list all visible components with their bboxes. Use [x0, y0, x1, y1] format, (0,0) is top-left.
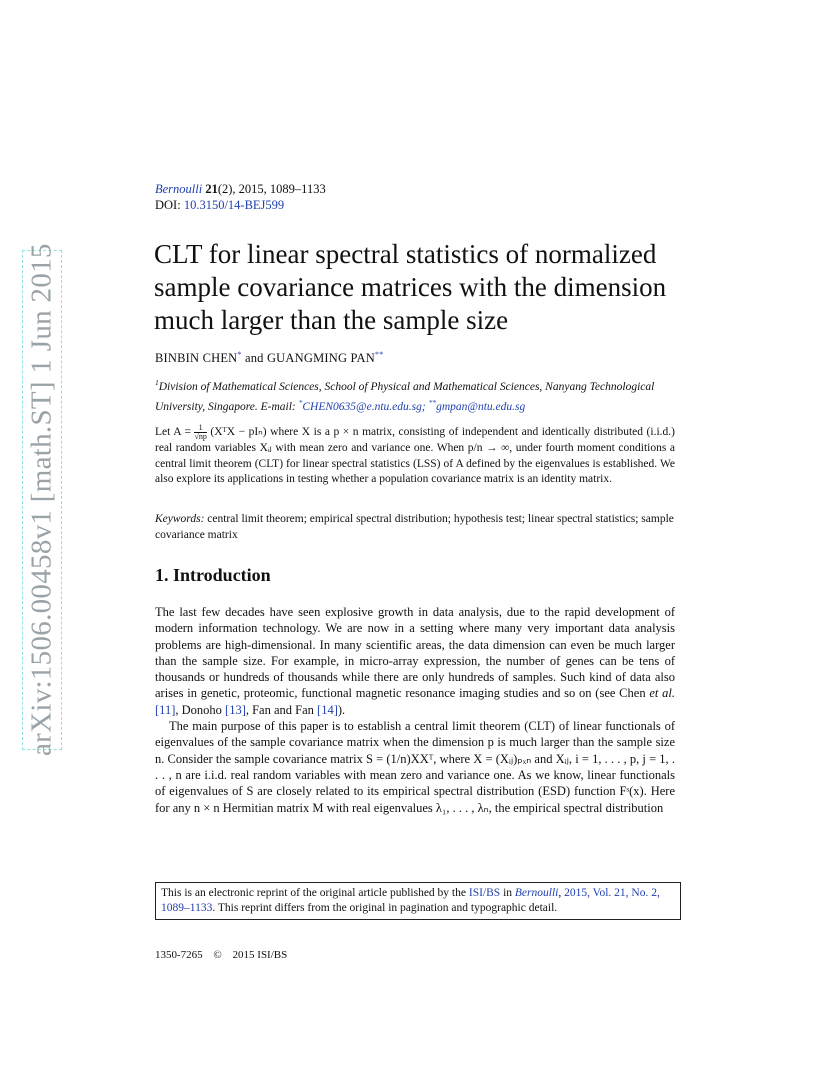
- donoho-text: , Donoho: [175, 702, 226, 717]
- fan-text: , Fan and Fan: [245, 702, 318, 717]
- section-heading: [155, 565, 271, 586]
- fraction-denominator: √np: [194, 432, 207, 441]
- email-1-link[interactable]: CHEN0635@e.ntu.edu.sg;: [302, 400, 426, 413]
- reprint-note-box: [155, 882, 681, 920]
- paragraph-1-text: The last few decades have seen explosive growth in data analysis, due to the rapid development of modern information technology. We are now in a setting where many very important data analysis problems are high-dimensional. In many scientific areas, the data dimension can even be much larger than the sample size. For example, in micro-array expression, the number of genes can be tens of thousands or hundreds of thousands while there are only hundreds of samples. Such kind of data also arises in genetic, proteomic, functional magnetic resonance imaging studies and so on (see Chen: [155, 605, 675, 701]
- keywords-text: central limit theorem; empirical spectral distribution; hypothesis test; linear spectral statistics; sample covariance matrix: [155, 513, 674, 541]
- keywords: [155, 512, 675, 543]
- author-2-mark[interactable]: **: [375, 350, 384, 359]
- journal-name-link[interactable]: Bernoulli: [155, 182, 203, 196]
- copyright-icon: ©: [213, 949, 222, 961]
- publisher-year: 2015 ISI/BS: [232, 949, 288, 961]
- abstract-start: Let A =: [155, 426, 195, 439]
- author-and: and: [244, 351, 264, 366]
- paragraph-1-end: ).: [337, 702, 346, 717]
- journal-volume: 21: [205, 182, 218, 196]
- fraction-numerator: 1: [194, 424, 206, 433]
- author-1: BINBIN CHEN: [155, 351, 238, 366]
- reprint-journal-link[interactable]: Bernoulli: [514, 887, 559, 899]
- affiliation-mark: 1: [155, 378, 159, 387]
- abstract-fraction: [194, 424, 206, 441]
- email-2-link[interactable]: gmpan@ntu.edu.sg: [436, 400, 526, 413]
- reprint-volume-link[interactable]: 2015, Vol. 21, No. 2, 1089–1133: [161, 887, 660, 914]
- email-2-mark: **: [428, 397, 437, 407]
- abstract-rest: (XᵀX − pIₙ) where X is a p × n matrix, consisting of independent and identically distributed (i.i.d.) real random variables Xᵢⱼ with mean zero and variance one. When p/n → ∞, under fourth moment conditions a central limit theorem (CLT) for linear spectral statistics (LSS) of A defined by the eigenvalues is established. We also explore its applications in testing whether a population covariance matrix is an identity matrix.: [155, 426, 675, 485]
- abstract: [155, 424, 675, 488]
- paper-title: CLT for linear spectral statistics of normalized sample covariance matrices with the dimension much larger than the sample size: [154, 239, 667, 335]
- doi-link[interactable]: 10.3150/14-BEJ599: [183, 198, 285, 212]
- doi-label: DOI:: [155, 198, 181, 212]
- affiliation: [155, 375, 675, 415]
- section-title: Introduction: [173, 565, 271, 585]
- section-number: 1.: [155, 565, 169, 585]
- author-line: [155, 350, 383, 366]
- ref-11-link[interactable]: [11]: [155, 702, 176, 717]
- arxiv-stamp[interactable]: arXiv:1506.00458v1 [math.ST] 1 Jun 2015: [22, 250, 62, 750]
- reprint-text-1: This is an electronic reprint of the original article published by the: [161, 887, 469, 899]
- journal-citation: [155, 181, 326, 213]
- reprint-text-4: . This reprint differs from the original in pagination and typographic detail.: [212, 902, 558, 914]
- paragraph-2: The main purpose of this paper is to establish a central limit theorem (CLT) of linear functionals of eigenvalues of the sample covariance matrix when the dimension p is much larger than the sample size n. Consider the sample covariance matrix S = (1/n)XXᵀ, where X = (Xᵢⱼ)ₚₓₙ and Xᵢⱼ, i = 1, . . . , p, j = 1, . . . , n are i.i.d. real random variables with mean zero and variance one. As we know, linear functionals of eigenvalues of S are closely related to its empirical spectral distribution (ESD) function Fˢ(x). Here for any n × n Hermitian matrix M with real eigenvalues λ₁, . . . , λₙ, the empirical spectral distribution: [155, 719, 675, 815]
- ref-14-link[interactable]: [14]: [317, 702, 338, 717]
- reprint-text-2: in: [500, 887, 515, 899]
- keywords-label: Keywords:: [155, 513, 205, 525]
- reprint-text-3: ,: [558, 887, 565, 899]
- page-footer: [155, 949, 287, 961]
- et-al: et al.: [649, 686, 675, 701]
- journal-issue-pages: (2), 2015, 1089–1133: [217, 182, 326, 196]
- author-1-mark[interactable]: *: [237, 350, 242, 359]
- paragraph-1: [155, 604, 675, 718]
- author-2: GUANGMING PAN: [266, 351, 375, 366]
- ref-13-link[interactable]: [13]: [225, 702, 246, 717]
- isibs-link[interactable]: ISI/BS: [468, 887, 501, 899]
- affiliation-text: Division of Mathematical Sciences, School of Physical and Mathematical Sciences, Nanyang Technological University, Singapore. E-mail:: [155, 380, 655, 413]
- email-1-mark: *: [298, 397, 303, 407]
- issn: 1350-7265: [155, 949, 203, 961]
- body-text: [155, 604, 675, 816]
